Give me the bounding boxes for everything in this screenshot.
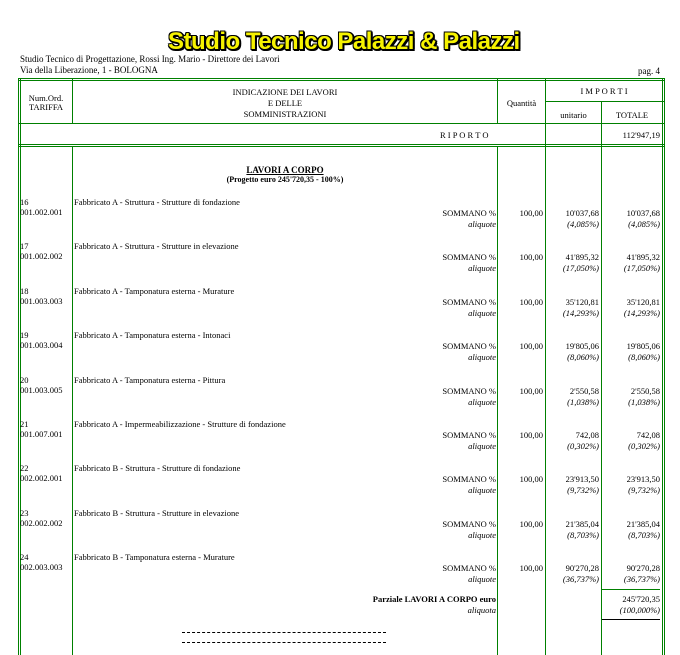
row-total: 23'913,50 [626,474,660,484]
rule-col-1-lower [72,146,73,655]
rule-col-2-lower [497,146,498,655]
rule-importi-divider [545,101,664,102]
row-total: 10'037,68 [626,208,660,218]
row-total: 742,08 [636,430,660,440]
row-unit-pct: (0,302%) [567,441,599,451]
row-num: 18 [20,286,29,296]
row-desc: Fabbricato B - Tamponatura esterna - Murature [74,552,235,562]
rule-header-bottom [18,123,664,124]
partial-sub: aliquota [467,605,496,615]
row-code: 001.003.004 [20,340,63,350]
rule-top-inner [18,80,664,81]
studio-line-2: Via della Liberazione, 1 - BOLOGNA [20,65,158,75]
row-num: 17 [20,241,29,251]
section-title: LAVORI A CORPO [246,165,324,175]
row-num: 21 [20,419,29,429]
row-total-pct: (4,085%) [628,219,660,229]
row-unit-price: 21'385,04 [565,519,599,529]
row-unit-price: 41'895,32 [565,252,599,262]
row-desc: Fabbricato A - Tamponatura esterna - Murature [74,286,235,296]
row-num: 20 [20,375,29,385]
row-desc: Fabbricato A - Tamponatura esterna - Pittura [74,375,226,385]
row-code: 001.003.003 [20,296,63,306]
row-unit-pct: (8,060%) [567,352,599,362]
row-aliquote: aliquote [468,263,496,273]
row-code: 002.002.001 [20,473,63,483]
page-number: pag. 4 [638,66,660,76]
row-unit-price: 742,08 [575,430,599,440]
row-num: 23 [20,508,29,518]
row-desc: Fabbricato A - Tamponatura esterna - Intonaci [74,330,231,340]
row-sommano: SOMMANO % [442,519,496,529]
row-unit-pct: (17,050%) [562,263,599,273]
row-unit-pct: (1,038%) [567,397,599,407]
row-sommano: SOMMANO % [442,341,496,351]
col-num-ord: Num.Ord. [28,93,64,103]
row-code: 002.003.003 [20,562,63,572]
col-indicazione-2: E DELLE [267,98,303,108]
row-unit-pct: (36,737%) [562,574,599,584]
row-qty: 100,00 [519,252,543,262]
row-code: 001.007.001 [20,429,63,439]
riporto-label: R I P O R T O [440,130,489,140]
row-unit-price: 2'550,58 [569,386,599,396]
row-aliquote: aliquote [468,219,496,229]
row-total-pct: (17,050%) [623,263,660,273]
col-totale: TOTALE [615,110,649,120]
row-total-pct: (0,302%) [628,441,660,451]
row-total-pct: (9,732%) [628,485,660,495]
row-total: 19'805,06 [626,341,660,351]
row-total: 90'270,28 [626,563,660,573]
partial-rule-bottom [602,619,660,620]
row-qty: 100,00 [519,474,543,484]
partial-value: 245'720,35 [622,594,660,604]
row-sommano: SOMMANO % [442,563,496,573]
row-sommano: SOMMANO % [442,474,496,484]
row-total-pct: (14,293%) [623,308,660,318]
row-desc: Fabbricato B - Struttura - Strutture in elevazione [74,508,239,518]
row-desc: Fabbricato A - Impermeabilizzazione - Strutture di fondazione [74,419,286,429]
rule-top [18,78,664,79]
row-num: 24 [20,552,29,562]
rule-riporto-bottom-inner [18,146,664,147]
row-qty: 100,00 [519,563,543,573]
row-qty: 100,00 [519,341,543,351]
row-unit-pct: (14,293%) [562,308,599,318]
row-desc: Fabbricato B - Struttura - Strutture di fondazione [74,463,241,473]
row-unit-price: 35'120,81 [565,297,599,307]
row-num: 16 [20,197,29,207]
row-total-pct: (36,737%) [623,574,660,584]
row-aliquote: aliquote [468,574,496,584]
col-indicazione-1: INDICAZIONE DEI LAVORI [232,87,338,97]
partial-label: Parziale LAVORI A CORPO euro [372,594,496,604]
row-unit-price: 90'270,28 [565,563,599,573]
row-aliquote: aliquote [468,485,496,495]
row-aliquote: aliquote [468,530,496,540]
col-quantita: Quantità [506,98,537,108]
row-code: 002.002.002 [20,518,63,528]
row-num: 22 [20,463,29,473]
studio-logo: Studio Tecnico Palazzi & Palazzi [168,28,520,55]
col-tariffa: TARIFFA [28,102,64,112]
row-total-pct: (8,060%) [628,352,660,362]
row-aliquote: aliquote [468,397,496,407]
row-qty: 100,00 [519,519,543,529]
row-desc: Fabbricato A - Struttura - Strutture di fondazione [74,197,240,207]
row-code: 001.003.005 [20,385,63,395]
row-sommano: SOMMANO % [442,297,496,307]
row-qty: 100,00 [519,430,543,440]
partial-pct: (100,000%) [619,605,660,615]
row-total: 35'120,81 [626,297,660,307]
row-qty: 100,00 [519,208,543,218]
row-qty: 100,00 [519,386,543,396]
partial-rule [602,589,660,590]
row-unit-pct: (9,732%) [567,485,599,495]
section-subtitle: (Progetto euro 245'720,35 - 100%) [226,175,344,184]
riporto-value: 112'947,19 [622,130,660,140]
row-sommano: SOMMANO % [442,430,496,440]
row-unit-pct: (4,085%) [567,219,599,229]
dashed-line-2 [182,642,386,643]
row-aliquote: aliquote [468,441,496,451]
rule-right [662,78,663,655]
col-unitario: unitario [560,110,587,120]
row-aliquote: aliquote [468,352,496,362]
row-code: 001.002.002 [20,251,63,261]
row-total: 21'385,04 [626,519,660,529]
row-total-pct: (8,703%) [628,530,660,540]
row-desc: Fabbricato A - Struttura - Strutture in elevazione [74,241,239,251]
studio-line-1: Studio Tecnico di Progettazione, Rossi Ing. Mario - Direttore dei Lavori [20,54,280,64]
row-sommano: SOMMANO % [442,252,496,262]
row-total-pct: (1,038%) [628,397,660,407]
row-unit-price: 10'037,68 [565,208,599,218]
row-unit-price: 23'913,50 [565,474,599,484]
row-sommano: SOMMANO % [442,386,496,396]
rule-left [18,78,19,655]
col-importi: I M P O R T I [580,86,628,96]
row-unit-pct: (8,703%) [567,530,599,540]
dashed-line-1 [182,632,386,633]
row-num: 19 [20,330,29,340]
row-total: 41'895,32 [626,252,660,262]
row-sommano: SOMMANO % [442,208,496,218]
rule-right-outer [664,78,665,655]
row-aliquote: aliquote [468,308,496,318]
row-total: 2'550,58 [630,386,660,396]
row-unit-price: 19'805,06 [565,341,599,351]
rule-riporto-bottom [18,144,664,145]
col-indicazione-3: SOMMINISTRAZIONI [243,109,327,119]
row-qty: 100,00 [519,297,543,307]
row-code: 001.002.001 [20,207,63,217]
